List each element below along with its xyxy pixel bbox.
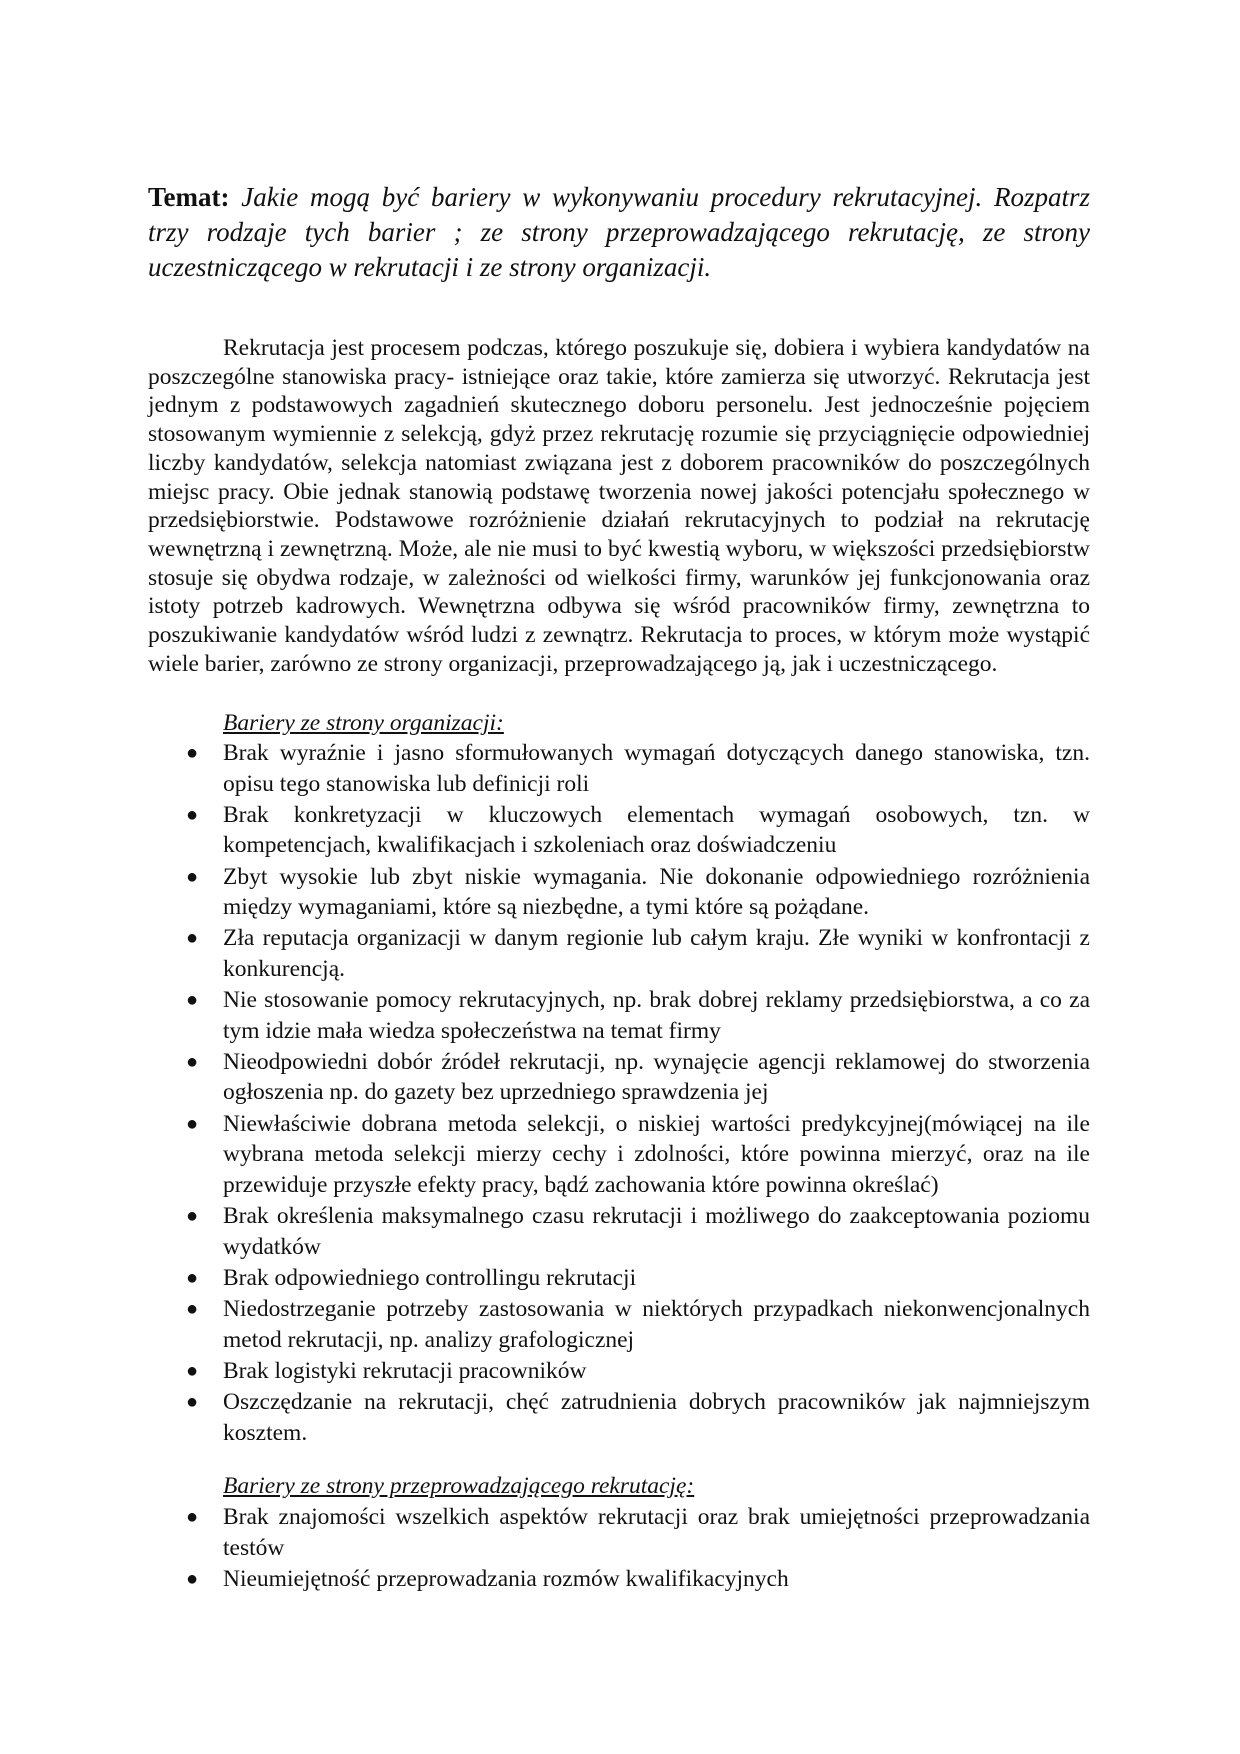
list-item-text: Nie stosowanie pomocy rekrutacyjnych, np. brak dobrej reklamy przedsiębiorstwa, a co za tym idzie mała wiedza społeczeństwa na temat firmy <box>223 987 1090 1044</box>
bullet-icon: ● <box>186 1567 199 1590</box>
list-item <box>148 1294 1090 1355</box>
intro-paragraph: Rekrutacja jest procesem podczas, którego poszukuje się, dobiera i wybiera kandydatów na poszczególne stanowiska pracy- istniejące oraz takie, które zamierza się utworzyć. Rekrutacja jest jednym z podstawowych zagadnień skutecznego doboru personelu. Jest jednocześnie pojęciem stosowanym wymiennie z selekcją, gdyż przez rekrutację rozumie się przyciągnięcie odpowiedniej liczby kandydatów, selekcja natomiast związana jest z doborem pracowników do poszczególnych miejsc pracy. Obie jednak stanowią podstawę tworzenia nowej jakości potencjału społecznego w przedsiębiorstwie. Podstawowe rozróżnienie działań rekrutacyjnych to podział na rekrutację wewnętrzną i zewnętrzną. Może, ale nie musi to być kwestią wyboru, w większości przedsiębiorstw stosuje się obydwa rodzaje, w zależności od wielkości firmy, warunków jej funkcjonowania oraz istoty potrzeb kadrowych. Wewnętrzna odbywa się wśród pracowników firmy, zewnętrzna to poszukiwanie kandydatów wśród ludzi z zewnątrz. Rekrutacja to proces, w którym może wystąpić wiele barier, zarówno ze strony organizacji, przeprowadzającego ją, jak i uczestniczącego. <box>148 335 1090 677</box>
bullet-icon: ● <box>186 1359 199 1382</box>
section-heading-recruiter: Bariery ze strony przeprowadzającego rekrutację: <box>223 1473 695 1499</box>
list-item-text: Zbyt wysokie lub zbyt niskie wymagania. Nie dokonanie odpowiedniego rozróżnienia między wymaganiami, które są niezbędne, a tymi które są pożądane. <box>223 863 1090 921</box>
barrier-list-recruiter <box>148 1502 1090 1595</box>
list-item <box>148 1356 1090 1387</box>
list-item <box>148 862 1090 923</box>
bullet-icon: ● <box>186 989 199 1012</box>
list-item-text: Brak znajomości wszelkich aspektów rekrutacji oraz brak umiejętności przeprowadzania testów <box>223 1504 1090 1561</box>
list-item-text: Brak odpowiedniego controllingu rekrutacji <box>223 1264 637 1291</box>
bullet-icon: ● <box>186 865 199 888</box>
bullet-icon: ● <box>186 1391 199 1414</box>
list-item <box>148 738 1090 799</box>
bullet-icon: ● <box>186 1266 199 1289</box>
barrier-list-organization <box>148 738 1090 1449</box>
bullet-icon: ● <box>186 927 199 950</box>
list-item <box>148 1201 1090 1262</box>
list-item-text: Brak logistyki rekrutacji pracowników <box>223 1357 587 1384</box>
list-item-text: Brak określenia maksymalnego czasu rekrutacji i możliwego do zaakceptowania poziomu wydatków <box>223 1203 1090 1260</box>
document-title <box>148 180 1090 285</box>
title-label: Temat: <box>148 182 230 212</box>
list-item-text: Niedostrzeganie potrzeby zastosowania w niektórych przypadkach niekonwencjonalnych metod rekrutacji, np. analizy grafologicznej <box>223 1296 1090 1353</box>
bullet-icon: ● <box>186 803 199 826</box>
section-heading-organization: Bariery ze strony organizacji: <box>223 710 504 736</box>
list-item <box>148 1502 1090 1563</box>
list-item-text: Brak konkretyzacji w kluczowych elementach wymagań osobowych, tzn. w kompetencjach, kwalifikacjach i szkoleniach oraz doświadczeniu <box>223 801 1090 859</box>
list-item <box>148 800 1090 861</box>
list-item-text: Niewłaściwie dobrana metoda selekcji, o niskiej wartości predykcyjnej(mówiącej na ile wybrana metoda selekcji mierzy cechy i zdolności, które powinna mierzyć, oraz na ile przewiduje przyszłe efekty pracy, bądź zachowania które powinna określać) <box>223 1110 1090 1198</box>
list-item-text: Nieumiejętność przeprowadzania rozmów kwalifikacyjnych <box>223 1565 789 1592</box>
list-item <box>148 1263 1090 1294</box>
bullet-icon: ● <box>186 1050 199 1073</box>
list-item-text: Zła reputacja organizacji w danym regionie lub całym kraju. Złe wyniki w konfrontacji z konkurencją. <box>223 925 1090 982</box>
list-item <box>148 985 1090 1046</box>
list-item-text: Oszczędzanie na rekrutacji, chęć zatrudnienia dobrych pracowników jak najmniejszym kosztem. <box>223 1389 1090 1446</box>
bullet-icon: ● <box>186 1112 199 1135</box>
list-item <box>148 1564 1090 1595</box>
title-text: Jakie mogą być bariery w wykonywaniu procedury rekrutacyjnej. Rozpatrz trzy rodzaje tych barier ; ze strony przeprowadzającego rekrutację, ze strony uczestniczącego w rekrutacji i ze strony organizacji. <box>148 182 1090 282</box>
list-item-text: Nieodpowiedni dobór źródeł rekrutacji, np. wynajęcie agencji reklamowej do stworzenia ogłoszenia np. do gazety bez uprzedniego sprawdzenia jej <box>223 1048 1090 1106</box>
bullet-icon: ● <box>186 1506 199 1528</box>
list-item <box>148 1387 1090 1448</box>
bullet-icon: ● <box>186 742 199 764</box>
list-item <box>148 1109 1090 1201</box>
list-item <box>148 1047 1090 1108</box>
list-item <box>148 923 1090 984</box>
bullet-icon: ● <box>186 1205 199 1228</box>
list-item-text: Brak wyraźnie i jasno sformułowanych wymagań dotyczących danego stanowiska, tzn. opisu tego stanowiska lub definicji roli <box>223 740 1090 797</box>
bullet-icon: ● <box>186 1298 199 1321</box>
